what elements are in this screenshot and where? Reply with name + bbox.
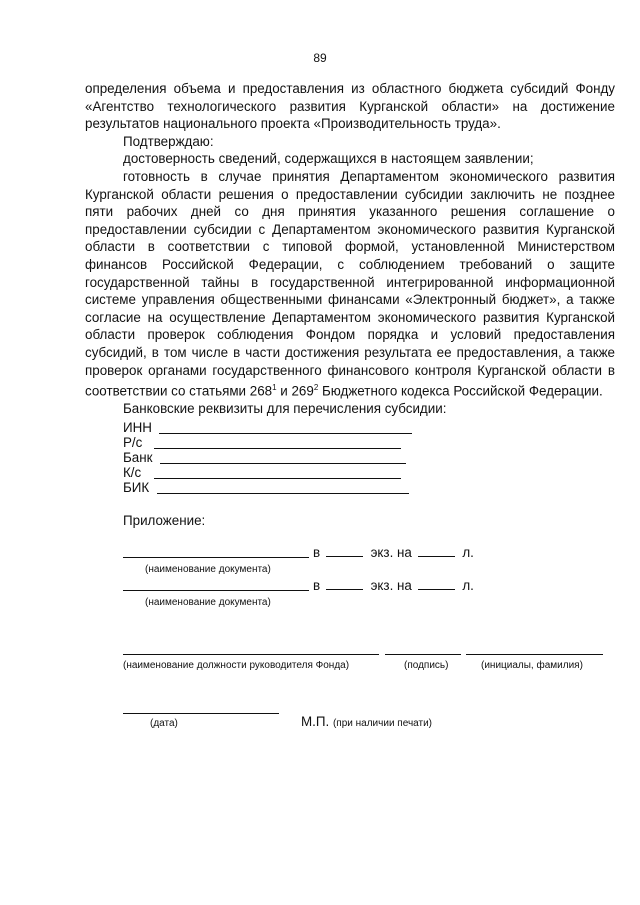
bank-heading: Банковские реквизиты для перечисления субсидии:: [123, 401, 447, 417]
bank-field-label: Р/с: [123, 435, 143, 450]
name-caption: (инициалы, фамилия): [481, 660, 583, 671]
attachment-label: Приложение:: [123, 513, 206, 528]
confirm-item-2-text-a: готовность в случае принятия Департаментом экономического развития Курганской области решения о предоставлении субсидии заключить не позднее пяти рабочих дней со дня принятия указанного решения соглашение о предоставлении субсидии с Департаментом экономического развития Курганской области в соответствии с типовой формой, установленной Министерством финансов Российской Федерации, с соблюдением требований о защите государственной тайны в государственной интегрированной информационной системе управления общественными финансами «Электронный бюджет», а также согласие на осуществление Департаментом экономического развития Курганской области проверок соблюдения Фондом порядка и условий предоставления субсидий, в том числе в части достижения результата ее предоставления, а также проверок органами государственного финансового контроля Курганской области в соответствии со статьями 268: [85, 168, 615, 399]
stamp-label: М.П.: [301, 714, 330, 729]
bank-field-bank: [123, 450, 423, 465]
attachment-2-caption: (наименование документа): [145, 597, 271, 608]
confirm-item-1: достоверность сведений, содержащихся в настоящем заявлении;: [123, 151, 534, 167]
bank-details: [123, 420, 423, 495]
position-caption: (наименование должности руководителя Фонда): [123, 660, 350, 671]
attachment-1-sheets-blank[interactable]: [418, 556, 455, 557]
bank-blank-line[interactable]: [160, 463, 406, 464]
confirm-item-2-text-c: Бюджетного кодекса Российской Федерации.: [318, 383, 603, 399]
stamp-note: (при наличии печати): [332, 718, 432, 729]
bank-field-bik: [123, 480, 423, 495]
attachment-2-in: в: [313, 578, 321, 593]
body-text: [85, 80, 615, 418]
footnote-sup-1: 1: [272, 383, 277, 393]
bank-field-label: К/с: [123, 465, 142, 480]
attachment-1-sheets-text: л.: [462, 545, 474, 560]
attachment-2-sheets-blank[interactable]: [418, 589, 455, 590]
confirm-item-2: [85, 168, 615, 400]
date-caption: (дата): [150, 718, 178, 729]
page-number: 89: [313, 51, 327, 65]
bank-field-label: Банк: [123, 450, 153, 465]
attachment-1-copies-blank[interactable]: [326, 556, 363, 557]
position-signature-line[interactable]: [123, 654, 379, 655]
bank-field-label: БИК: [123, 480, 150, 495]
bank-field-corr-account: [123, 465, 423, 480]
bik-blank-line[interactable]: [157, 493, 409, 494]
intro-paragraph: определения объема и предоставления из областного бюджета субсидий Фонду «Агентство технологического развития Курганской области» на достижение результатов национального проекта «Производительность труда».: [85, 81, 615, 132]
attachment-1-caption: (наименование документа): [145, 564, 271, 575]
attachment-2-sheets-text: л.: [462, 578, 474, 593]
attachment-2-copies-blank[interactable]: [326, 589, 363, 590]
date-line[interactable]: [123, 713, 279, 714]
inn-blank-line[interactable]: [159, 433, 412, 434]
signature-caption: (подпись): [404, 660, 449, 671]
confirm-item-2-text-b: и 269: [276, 383, 314, 399]
attachment-1-name-line[interactable]: [123, 557, 309, 558]
attachment-2-row: [313, 578, 474, 593]
bank-field-account: [123, 435, 423, 450]
attachment-1-row: [313, 545, 474, 560]
name-signature-line[interactable]: [466, 654, 603, 655]
signature-line[interactable]: [385, 654, 461, 655]
bank-field-label: ИНН: [123, 420, 152, 435]
corr-account-blank-line[interactable]: [154, 478, 401, 479]
attachment-2-name-line[interactable]: [123, 590, 309, 591]
stamp-block: [301, 714, 432, 730]
account-blank-line[interactable]: [154, 448, 401, 449]
attachment-1-in: в: [313, 545, 321, 560]
bank-field-inn: [123, 420, 423, 435]
confirm-label: Подтверждаю:: [123, 133, 214, 149]
attachment-1-copies-text: экз. на: [370, 545, 412, 560]
footnote-sup-2: 2: [313, 383, 319, 393]
attachment-2-copies-text: экз. на: [370, 578, 412, 593]
